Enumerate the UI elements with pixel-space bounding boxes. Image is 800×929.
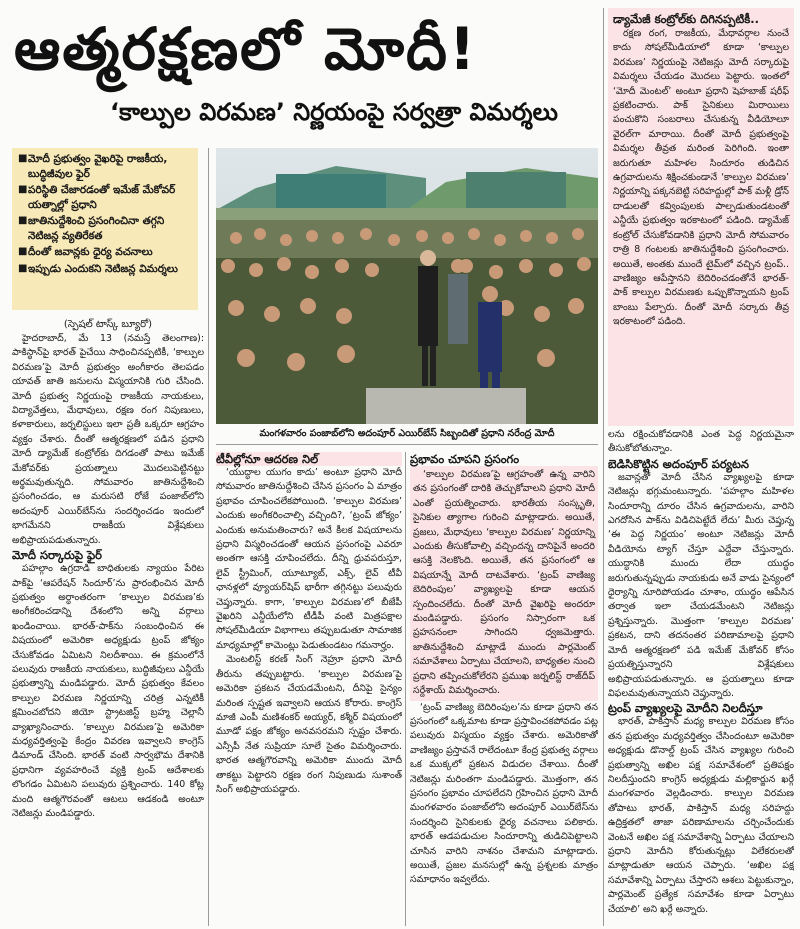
- subheadline: ‘కాల్పుల విరమణ’ నిర్ణయంపై సర్వత్రా విమర్శలు: [110, 98, 558, 126]
- bullet-icon: ■: [18, 184, 28, 195]
- article-column-2: [216, 452, 402, 926]
- paragraph: లను రక్షించుకోవడానికి ఎంత పెద్ద నిర్ణయమైనా తీసుకోబోతున్నాం.: [608, 429, 794, 455]
- section-title: మోదీ సర్కారుపై ఫైర్: [12, 548, 103, 563]
- paragraph: రక్షణ రంగ, రాజకీయ, మేధావర్గాల నుంచే కాదు సోషల్‌మీడియాలో కూడా ‘కాల్పుల విరమణ’ నిర్ణయంపై నెటిజన్లు మోదీ సర్కారుపై విమర్శలు చేయడం మొదలు పెట్టారు. ఇంతలో ‘మోదీ మెంటల్’ అంటూ ప్రధాని షెహబాజ్ షరీఫ్ ప్రకటించారు. పాక్ సైనికులు మిరాయిలు పంచుకొని సంబరాలు చేసుకున్న వీడియోలూ వైరల్‌గా మారాయి. దీంతో మోదీ ప్రభుత్వంపై విమర్శల తీవ్రత మరింత పెరిగింది. ఇంతా జరుగుతూ మహిళల సిందూరం తుడిచిన ఉగ్రవాదులను శిక్షించకుండానే ‘కాల్పుల విరమణ’ నిర్ణయాన్ని పక్కనబెట్టి సరిహద్దుల్లో పాక్ మళ్లీ డ్రోన్ దాడులతో కవ్వింపులకు పాల్పడుతుండటంతో ఎన్డీయే ప్రభుత్వం ఇరకాటంలో పడింది. డ్యామేజ్ కంట్రోల్ చేసుకోవడానికి ప్రధాని మోదీ సోమవారం రాత్రి 8 గంటలకు జాతినుద్దేశించి ప్రసంగించారు. అయితే, అంతకు ముందే టైమ్‌లో వచ్చిన ట్రంప్.. వాణిజ్యం ఆపేస్తానని బెదిరించడంతోనే భారత్-పాక్ కాల్పుల విరమణకు ఒప్పుకొన్నాయని ట్రంప్ బాంబు పేల్చారు. దీంతో మోదీ సర్కారు తీవ్ర ఇరకాటంలో పడింది.: [613, 28, 789, 328]
- box-title: డ్యామేజీ కంట్రోల్‌కు దిగినప్పటికీ..: [613, 12, 759, 26]
- article-column-1: [12, 318, 204, 924]
- column-rule: [208, 148, 209, 926]
- bullet-icon: ■: [18, 246, 28, 257]
- highlight-item: ■ ఇప్పుడు ఎందుకని నెటిజన్ల విమర్శలు: [18, 262, 178, 275]
- section-title: ట్రంప్ వ్యాఖ్యలపై మోదీని నిలదీస్తూ: [608, 701, 763, 716]
- highlight-item: ■ పరిస్థితి చేజారడంతో ఇమేజ్ మేకోవర్ యత్నాల్లో ప్రధాని: [18, 184, 176, 211]
- highlight-item: ■ దీంతో జవాన్లకు ధైర్య వచనాలు: [18, 246, 153, 258]
- caption-rule: [216, 444, 598, 445]
- byline: (స్పెషల్ టాస్క్ బ్యూరో): [63, 319, 153, 330]
- headline: ఆత్మరక్షణలో మోదీ!: [14, 15, 478, 83]
- sidebar-box: [608, 8, 794, 426]
- section-title: ప్రభావం చూపని ప్రసంగం: [410, 452, 520, 466]
- section-title: బెడిసికొట్టిన అదంపూర్ పర్యటన: [608, 456, 749, 471]
- highlight-item: ■ జాతినుద్దేశించి ప్రసంగించినా తగ్గని నెటిజన్ల వ్యతిరేకత: [18, 215, 165, 242]
- paragraph: మెంటలిస్ట్ కరణ్ సింగ్ నెహ్రూ ప్రధాని మోదీ తీరును తప్పుబట్టారు. ‘కాల్పుల విరమణ’పై అమెరికా ప్రకటన చేయడమేంటని, దీనిపై సైన్యం మరింత స్పష్టత ఇవ్వాలని ఆయన కోరారు. కాంగ్రెస్ మాజీ ఎంపీ మణిశంకర్ అయ్యర్, కశ్మీర్ విషయంలో మూడో పక్షం జోక్యం అనవసరమని స్పష్టం చేశారు. ఎన్సీపీ నేత సుప్రియా సూలే సైతం విమర్శించారు. భారత ఆత్మగౌరవాన్ని అమెరికా ముందు మోదీ తాకట్టు పెట్టారని రక్షణ రంగ నిపుణుడు సుశాంత్ సింగ్ అభిప్రాయపడ్డారు.: [216, 654, 402, 795]
- article-column-4: [608, 8, 794, 926]
- paragraph: ‘కాల్పుల విరమణ’పై ఆగ్రహంతో ఉన్న వారిని తన ప్రసంగంతో దారికి తెచ్చుకోవాలని ప్రధాని మోదీ ఎంతో ప్రయత్నించారు. భారతీయ సంస్కృతి, సైనికుల త్యాగాల గురించి మాట్లాడారు. అయితే, ప్రజలు, మేధావులు ‘కాల్పుల విరమణ’ నిర్ణయాన్ని ఎందుకు తీసుకోవాల్సి వచ్చిందన్న దానిపైనే అందరి ఆసక్తి నెలకొంది. అయితే, తన ప్రసంగంలో ఆ విషయాన్నే మోదీ దాటవేశారు. ‘ట్రంప్ వాణిజ్య బెదిరింపుల’ వ్యాఖ్యలపై కూడా ఆయన స్పందించలేదు. దీంతో మోదీ వైఖరిపై అందరూ మండిపడ్డారు. ప్రసంగం నిస్సారంగా ఒక ప్రహసనంలా సాగిందని ధ్వజమెత్తారు. జాతినుద్దేశించి మాట్లాడే ముందు పార్లమెంట్ సమావేశాలు ఏర్పాటు చేయాలని, బాధ్యతల నుంచి ప్రధాని తప్పించుకోలేరని ప్రముఖ జర్నలిస్ట్ రాజ్‌దీప్ సర్దేశాయ్ విమర్శించారు.: [413, 469, 595, 697]
- bullet-icon: ■: [18, 262, 28, 274]
- paragraph: పహల్గాం ఉగ్రదాడి బాధితులకు న్యాయం పేరిట పాక్‌పై ‘ఆపరేషన్ సిందూర్’ను ప్రారంభించిన మోదీ ప్రభుత్వం అర్ధాంతరంగా ‘కాల్పుల విరమణ’కు అంగీకరించడాన్ని దేశంలోని అన్ని వర్గాలు ఖండించాయి. భారత్-పాక్‌ను సంబంధించిన ఈ విషయంలో అమెరికా అధ్యక్షుడు ట్రంప్ జోక్యం చేసుకోవడం ఏమిటని నిలదీశాయి. ఈ క్రమంలోనే పలువురు రాజకీయ నాయకులు, బుద్ధిజీవులు ఎన్డీయే ప్రభుత్వాన్ని మండిపడ్డారు. మోదీ ప్రభుత్వం కేవలం కాల్పుల విరమణ నిర్ణయాన్ని చరిత్ర ఎన్నటికీ క్షమించబోదని జియో స్ట్రాటజిస్ట్ బ్రహ్మ చెల్లానీ వ్యాఖ్యానించారు. ‘కాల్పుల విరమణ’పై అమెరికా మధ్యవర్తిత్వంపై కేంద్రం వివరణ ఇవ్వాలని కాంగ్రెస్ డిమాండ్ చేసింది. భారత్ వంటి సార్వభౌమ దేశానికి ప్రధానిగా వ్యవహరించే వ్యక్తి ట్రంప్ ఆదేశాలకు లొంగడం ఏమిటని పలువురు ప్రశ్నించారు. 140 కోట్ల మంది ఆత్మగౌరవంతో ఆటలు ఆడకండి అంటూ నెటిజన్లు మండిపడ్డారు.: [12, 563, 204, 819]
- article-column-3: [410, 452, 598, 926]
- column-rule: [405, 452, 406, 926]
- paragraph: హైదరాబాద్, మే 13 (నమస్తే తెలంగాణ): పాకిస్థాన్‌పై భారత్ పైచేయి సాధించినప్పటికీ, ‘కాల్పుల విరమణ’పై మోదీ ప్రభుత్వం అంగీకారం తెలపడం యావత్ జాతి జనులను విస్మయానికి గురి చేసింది. మోదీ ప్రభుత్వ నిర్ణయంపై రాజకీయ నాయకులు, విద్యావేత్తలు, మేధావులు, రక్షణ రంగ నిపుణులు, కళాకారులు, జర్నలిస్టులు ఇలా ప్రతీ ఒక్కరూ ఆగ్రహం వ్యక్తం చేశారు. దీంతో ఆత్మరక్షణలో పడిన ప్రధాని మోదీ డ్యామేజ్ కంట్రోల్‌కు దిగడంతో పాటు ఇమేజ్ మేకోవర్‌కు ప్రయత్నాలు మొదలుపెట్టినట్టు అర్థమవుతున్నది. సోమవారం జాతినుద్దేశించి ప్రసంగించడం, ఆ మరుసటి రోజే పంజాబ్‌లోని అదంపూర్ ఎయిర్‌బేస్‌ను సందర్శించడం ఇందులో భాగమేనని రాజకీయ విశ్లేషకులు అభిప్రాయపడుతున్నారు.: [12, 333, 204, 546]
- highlight-item: ■ మోదీ ప్రభుత్వం వైఖరిపై రాజకీయ, బుద్ధిజీవుల ఫైర్: [18, 153, 168, 180]
- shaded-box: [410, 466, 598, 701]
- paragraph: జవాన్లతో మోదీ చేసిన వ్యాఖ్యలపై కూడా నెటిజన్లు భగ్గుమంటున్నారు. ‘పహల్గాం మహిళల సిందూరాన్ని దూరం చేసిన ఉగ్రవాదులను, వారిని ఎగదోసిన పాక్‌ను విడిచిపెట్టేదే లేదు’ మీరు చెప్తున్న ‘ఈ పెద్ద నిర్ణయం’ అంటూ నెటిజన్లు మోదీ వీడియోను ట్యాగ్ చేస్తూ ఎద్దేవా చేస్తున్నారు. యుద్ధానికి ముందు లేదా యుద్ధం జరుగుతున్నప్పుడు నాయకుడు అనే వాడు సైన్యంలో ధైర్యాన్ని నూరిపోయడం చూశాం, యుద్ధం ఆపేసిన తర్వాత ఇలా చేయడమేంటని నెటిజన్లు ప్రశ్నిస్తున్నారు. మొత్తంగా ‘కాల్పుల విరమణ’ ప్రకటన, దాని తదనంతర పరిణామాలపై ప్రధాని మోదీ ఆత్మరక్షణలో పడి ఇమేజ్ మేకోవర్ కోసం ప్రయత్నిస్తున్నారని విశ్లేషకులు అభిప్రాయపడుతున్నారు. ఆ ప్రయత్నాలు కూడా విఫలమవుతున్నాయని చెప్తున్నారు.: [608, 471, 794, 699]
- photo-caption: మంగళవారం పంజాబ్‌లోని అదంపూర్ ఎయిర్‌బేస్ సిబ్బందితో ప్రధాని నరేంద్ర మోదీ: [259, 428, 555, 439]
- paragraph: భారత్, పాకిస్తాన్ మధ్య కాల్పుల విరమణ కోసం తన ప్రభుత్వం మధ్యవర్తిత్వం చేసిందంటూ అమెరికా అధ్యక్షుడు డొనాల్డ్ ట్రంప్ చేసిన వ్యాఖ్యల గురించి ప్రభుత్వాన్ని అఖిల పక్ష సమావేశంలో ప్రతిపక్షం నిలదీస్తుందని కాంగ్రెస్ అధ్యక్షుడు మల్లికార్జున ఖర్గే మంగళవారం వెల్లడించారు. కాల్పుల విరమణ తోపాటు భారత్, పాకిస్తాన్ మధ్య సరిహద్దు ఉద్రిక్తతలో తాజా పరిణామాలను చర్చించేందుకు వెంటనే అఖిల పక్ష సమావేశాన్ని ఏర్పాటు చేయాలని ప్రధాని మోదీని కోరుతున్నట్లు విలేకరులతో మాట్లాడుతూ ఆయన చెప్పారు. ‘అఖిల పక్ష సమావేశాన్ని ఏర్పాటు చేస్తారని ఆశలు పెట్టుకున్నాం, పార్లమెంట్ ప్రత్యేక సమావేశం కూడా ఏర్పాటు చేయాలి’ అని ఖర్గే అన్నారు.: [608, 716, 794, 915]
- column-rule: [603, 8, 604, 926]
- news-photo: [216, 148, 598, 424]
- paragraph: ‘ట్రంప్ వాణిజ్య బెదిరింపుల’ను కూడా ప్రధాని తన ప్రసంగంలో ఒక్కమాట కూడా ప్రస్తావించకపోవడం పట్ల పలువురు విస్మయం వ్యక్తం చేశారు. అమెరికాతో వాణిజ్యం ప్రస్తావనే రాలేదంటూ కేంద్ర ప్రభుత్వ వర్గాలు ఒక ముక్కలో ప్రకటన విడుదల చేశాయి. దీంతో నెటిజన్లు మరింతగా మండిపడ్డారు. మొత్తంగా, తన ప్రసంగం ప్రభావం చూపలేదని గ్రహించిన ప్రధాని మోదీ మంగళవారం పంజాబ్‌లోని అదంపూర్ ఎయిర్‌బేస్‌ను సందర్శించి సైనికులకు ధైర్య వచనాలు పలికారు. భారత్ ఆడపడుచుల సిందూరాన్ని తుడిచిపెట్టాలని చూసిన వారిని నాశనం చేశామని మాట్లాడారు. అయితే, ప్రజల మనసుల్లో ఉన్న ప్రశ్నలకు మాత్రం సమాధానం ఇవ్వలేదు.: [410, 701, 598, 886]
- paragraph: ‘యుద్ధాల యుగం కాదు’ అంటూ ప్రధాని మోదీ సోమవారం జాతినుద్దేశించి చేసిన ప్రసంగం ఏ మాత్రం ప్రభావం చూపించలేకపోయింది. ‘కాల్పుల విరమణ’ ఎందుకు అంగీకరించాల్సి వచ్చింది?, ‘ట్రంప్ జోక్యం’ ఎందుకు అనుమతించారు? అనే కీలక విషయాలను ప్రధాని విస్మరించడంతో ఆయన ప్రసంగంపై ఎవరూ అంతగా ఆసక్తి చూపించలేదు. దీన్ని ధ్రువపరుస్తూ, లైవ్ స్ట్రీమింగ్, యూట్యూబ్, ఎక్స్, లైవ్ టీవీ ఛానళ్లలో వ్యూయర్‌షిప్ భారీగా తగ్గినట్టు పలువురు చెప్తున్నారు. కాగా, ‘కాల్పుల విరమణ’లో బీజేపీ వైఖరిని ఎన్డీయేలోని టీడీపీ వంటి మిత్రపక్షాల సోషల్‌మీడియా విభాగాలు తప్పుబడుతూ సామాజిక మాధ్యమాల్లో కామెంట్లు పెడుతుండటం గమనార్హం.: [216, 467, 402, 651]
- highlights-box: [12, 148, 198, 310]
- bullet-icon: ■: [18, 153, 28, 164]
- photo-illustration: [216, 148, 598, 424]
- bullet-icon: ■: [18, 215, 28, 226]
- section-title: టీవీల్లోనూ ఆదరణ నిల్: [216, 452, 402, 466]
